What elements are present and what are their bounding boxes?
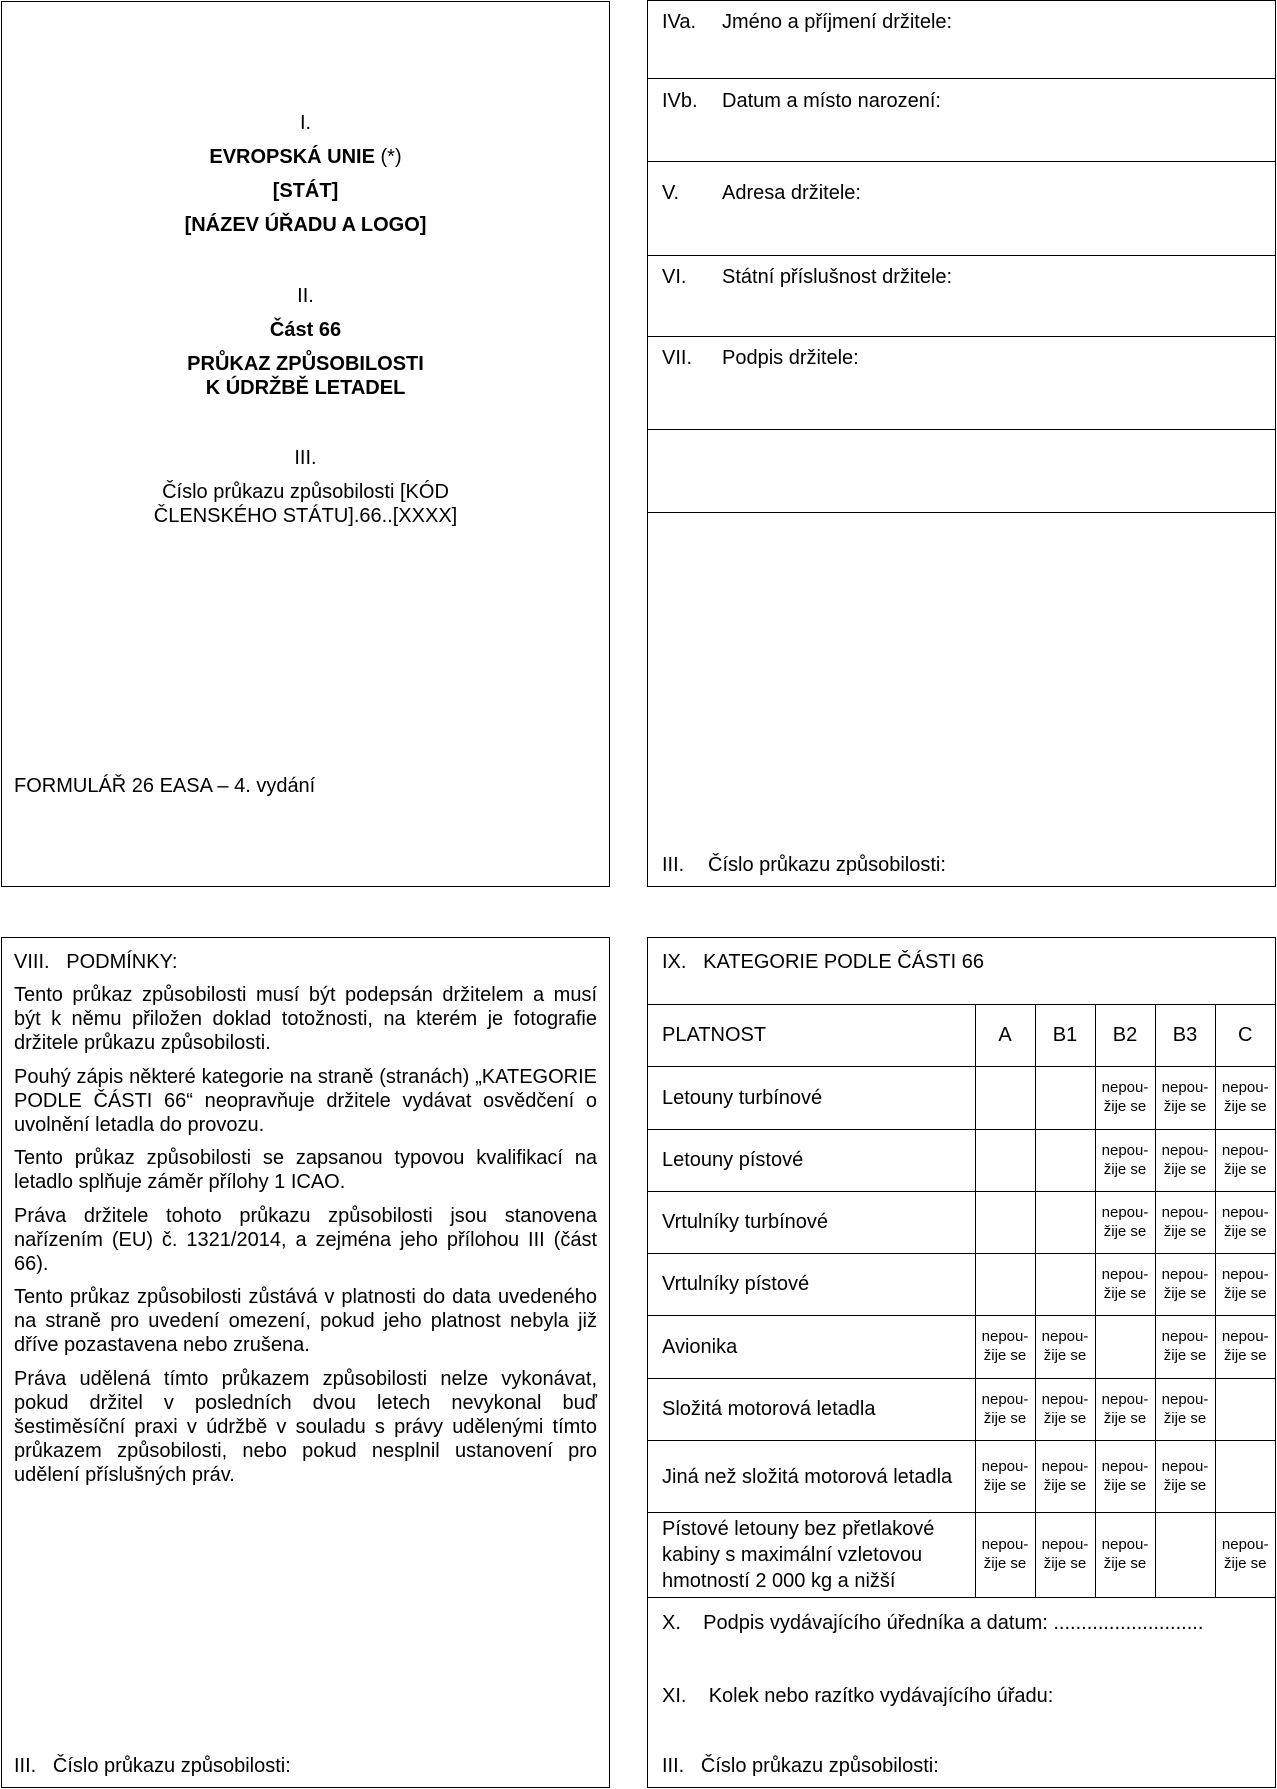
not-applicable-cell (975, 1316, 1035, 1379)
empty-category-cell (975, 1254, 1035, 1316)
field-label: Číslo průkazu způsobilosti: (700, 1755, 939, 1777)
not-applicable-cell (975, 1379, 1035, 1441)
not-applicable-cell (1155, 1130, 1215, 1192)
not-applicable-text: žije se (1103, 1476, 1147, 1494)
not-applicable-text: žije se (983, 1347, 1027, 1364)
not-applicable-text: žije se (1103, 1222, 1147, 1240)
section-8-number: VIII. (14, 951, 50, 973)
not-applicable-text: žije se (1103, 1409, 1147, 1427)
not-applicable-cell (1095, 1254, 1155, 1316)
divider (648, 78, 1275, 79)
empty-category-cell (975, 1192, 1035, 1254)
licence-title-line2: K ÚDRŽBĚ LETADEL (205, 377, 406, 399)
condition-paragraph: Tento průkaz způsobilosti se zapsanou typovou kvalifikací na letadlo splňuje záměr přílohy 1 ICAO. (14, 1147, 597, 1194)
not-applicable-cell (1035, 1316, 1095, 1379)
conditions-heading (14, 950, 177, 975)
aircraft-type-label: Vrtulníky turbínové (648, 1192, 975, 1254)
condition-paragraph: Práva udělená tímto průkazem způsobilosti nelze vykonávat, pokud držitel v posledních dvou letech nevykonal buď šestiměsíční praxi v údržbě v souladu s právy udělenými tímto průkazem způsobilosti, nebo pokud nesplnil ustanovení pro udělení příslušných práv. (14, 1367, 597, 1487)
not-applicable-text: žije se (1103, 1098, 1147, 1115)
empty-category-cell (1035, 1254, 1095, 1316)
not-applicable-text: nepou- (981, 1457, 1029, 1475)
empty-category-cell (1215, 1441, 1275, 1513)
field-number: III. (14, 1755, 37, 1777)
not-applicable-cell (975, 1513, 1035, 1598)
aircraft-type-label: Letouny turbínové (648, 1067, 975, 1130)
field-number: IVb. (662, 90, 698, 112)
holder-details-panel (647, 0, 1276, 887)
front-cover-panel (1, 1, 610, 887)
field-number: VI. (662, 266, 687, 288)
categories-title: KATEGORIE PODLE ČÁSTI 66 (703, 951, 984, 973)
not-applicable-text: žije se (1043, 1476, 1087, 1494)
categories-panel (647, 937, 1276, 1788)
not-applicable-text: nepou- (1101, 1457, 1149, 1475)
not-applicable-text: žije se (1043, 1347, 1087, 1364)
not-applicable-cell (1035, 1513, 1095, 1598)
state-placeholder: [STÁT] (272, 180, 339, 202)
aircraft-type-label: Pístové letouny bez přetlakové kabiny s maximální vzletovou hmotností 2 000 kg a nižší (648, 1513, 975, 1598)
category-header: B2 (1095, 1005, 1155, 1067)
not-applicable-cell (1155, 1316, 1215, 1379)
not-applicable-cell (1215, 1254, 1275, 1316)
issuer-signature-label: Podpis vydávajícího úředníka a datum: (703, 1612, 1048, 1634)
part-label: Část 66 (269, 319, 342, 341)
not-applicable-cell (1095, 1379, 1155, 1441)
condition-paragraph: Pouhý zápis některé kategorie na straně (stranách) „KATEGORIE PODLE ČÁSTI 66“ neopravňuje držitele vydávat osvědčení o uvolnění letadla do provozu. (14, 1065, 597, 1136)
not-applicable-cell (1155, 1067, 1215, 1130)
condition-paragraph: Práva držitele tohoto průkazu způsobilosti jsou stanovena nařízením (EU) č. 1321/2014, a zejména jeho přílohou III (část 66). (14, 1204, 597, 1275)
not-applicable-text: nepou- (1221, 1141, 1269, 1159)
not-applicable-text: nepou- (1041, 1457, 1089, 1475)
not-applicable-text: žije se (983, 1409, 1027, 1427)
categories-heading (662, 950, 984, 975)
not-applicable-text: nepou- (1221, 1328, 1269, 1346)
not-applicable-cell (1155, 1254, 1215, 1316)
table-header-row (648, 1005, 1275, 1067)
table-row (648, 1067, 1275, 1130)
not-applicable-text: žije se (983, 1476, 1027, 1494)
issuer-stamp-label: Kolek nebo razítko vydávajícího úřadu: (708, 1685, 1054, 1707)
field-label: Číslo průkazu způsobilosti: (708, 854, 946, 876)
aircraft-type-label: Avionika (648, 1316, 975, 1379)
not-applicable-text: nepou- (1161, 1328, 1209, 1346)
not-applicable-cell (1155, 1441, 1215, 1513)
not-applicable-text: žije se (1223, 1098, 1267, 1115)
not-applicable-text: žije se (1103, 1160, 1147, 1178)
issuer-stamp-line (662, 1684, 1053, 1709)
not-applicable-text: žije se (1163, 1222, 1207, 1240)
authority-placeholder: [NÁZEV ÚŘADU A LOGO] (184, 214, 427, 236)
not-applicable-cell (1095, 1067, 1155, 1130)
not-applicable-text: žije se (1163, 1098, 1207, 1115)
not-applicable-text: žije se (1223, 1284, 1267, 1302)
not-applicable-text: nepou- (1041, 1328, 1089, 1346)
not-applicable-text: žije se (1223, 1160, 1267, 1178)
field-number: V. (662, 182, 680, 204)
not-applicable-cell (1155, 1192, 1215, 1254)
not-applicable-text: nepou- (1221, 1203, 1269, 1221)
not-applicable-cell (1155, 1379, 1215, 1441)
table-row (648, 1316, 1275, 1379)
not-applicable-cell (1095, 1441, 1155, 1513)
not-applicable-text: nepou- (1101, 1536, 1149, 1554)
signature-dots: ........................... (1053, 1612, 1204, 1634)
aircraft-type-label: Složitá motorová letadla (648, 1379, 975, 1441)
not-applicable-text: nepou- (1101, 1141, 1149, 1159)
empty-category-cell (1215, 1379, 1275, 1441)
empty-category-cell (1035, 1192, 1095, 1254)
section-3-number: III. (294, 447, 317, 469)
section-2-number: II. (297, 285, 314, 307)
not-applicable-text: nepou- (1221, 1265, 1269, 1283)
section-9-number: IX. (662, 951, 687, 973)
empty-category-cell (1155, 1513, 1215, 1598)
categories-table (648, 1004, 1275, 1598)
not-applicable-cell (1215, 1316, 1275, 1379)
aircraft-type-label: Vrtulníky pístové (648, 1254, 975, 1316)
not-applicable-cell (975, 1441, 1035, 1513)
not-applicable-text: nepou- (1161, 1457, 1209, 1475)
table-row (648, 1130, 1275, 1192)
not-applicable-cell (1215, 1192, 1275, 1254)
not-applicable-text: nepou- (1101, 1265, 1149, 1283)
eu-heading (2, 145, 609, 170)
eu-footnote-mark: (*) (374, 146, 402, 168)
conditions-text (14, 983, 597, 1497)
not-applicable-cell (1215, 1130, 1275, 1192)
not-applicable-text: žije se (1163, 1347, 1207, 1364)
field-label: Podpis držitele: (722, 347, 859, 369)
table-row (648, 1254, 1275, 1316)
conditions-panel (1, 937, 610, 1788)
not-applicable-text: nepou- (981, 1536, 1029, 1554)
aircraft-type-label: Jiná než složitá motorová letadla (648, 1441, 975, 1513)
aircraft-type-label: Letouny pístové (648, 1130, 975, 1192)
eu-label: EVROPSKÁ UNIE (209, 146, 375, 168)
section-11-number: XI. (662, 1685, 687, 1707)
licence-number-line1: Číslo průkazu způsobilosti [KÓD (162, 481, 449, 503)
table-bottom-border (648, 1598, 1275, 1599)
not-applicable-text: nepou- (981, 1390, 1029, 1408)
table-bottom-edge (648, 1598, 1275, 1599)
not-applicable-text: nepou- (1101, 1079, 1149, 1097)
category-header: A (975, 1005, 1035, 1067)
footer-licence-number (662, 1754, 939, 1779)
divider (648, 161, 1275, 162)
category-header: B1 (1035, 1005, 1095, 1067)
not-applicable-text: žije se (1163, 1409, 1207, 1427)
not-applicable-cell (1035, 1441, 1095, 1513)
not-applicable-text: nepou- (1161, 1203, 1209, 1221)
not-applicable-text: nepou- (1041, 1390, 1089, 1408)
empty-category-cell (975, 1130, 1035, 1192)
divider (648, 336, 1275, 337)
validity-header: PLATNOST (648, 1005, 975, 1067)
not-applicable-text: žije se (1163, 1160, 1207, 1178)
not-applicable-text: žije se (1163, 1284, 1207, 1302)
not-applicable-cell (1215, 1513, 1275, 1598)
table-row (648, 1379, 1275, 1441)
category-header: B3 (1155, 1005, 1215, 1067)
divider (648, 429, 1275, 430)
not-applicable-text: žije se (1223, 1555, 1267, 1572)
field-label: Datum a místo narození: (722, 90, 941, 112)
form-reference: FORMULÁŘ 26 EASA – 4. vydání (14, 775, 316, 797)
not-applicable-text: žije se (1103, 1555, 1147, 1572)
field-label: Jméno a příjmení držitele: (722, 11, 953, 33)
not-applicable-text: nepou- (1161, 1141, 1209, 1159)
conditions-title: PODMÍNKY: (66, 951, 178, 973)
empty-category-cell (1035, 1130, 1095, 1192)
field-label: Číslo průkazu způsobilosti: (52, 1755, 291, 1777)
not-applicable-cell (1095, 1130, 1155, 1192)
not-applicable-text: nepou- (1161, 1265, 1209, 1283)
not-applicable-cell (1095, 1513, 1155, 1598)
empty-category-cell (1095, 1316, 1155, 1379)
not-applicable-text: nepou- (1161, 1390, 1209, 1408)
not-applicable-text: nepou- (1101, 1390, 1149, 1408)
condition-paragraph: Tento průkaz způsobilosti zůstává v platnosti do data uvedeného na straně pro uvedení omezení, pokud jeho platnost nebyla již dříve pozastavena nebo zrušena. (14, 1286, 597, 1357)
empty-category-cell (1035, 1067, 1095, 1130)
divider (648, 512, 1275, 513)
section-1-number: I. (299, 112, 312, 134)
not-applicable-text: žije se (1103, 1284, 1147, 1302)
category-header: C (1215, 1005, 1275, 1067)
field-label: Státní příslušnost držitele: (722, 266, 953, 288)
field-number: III. (662, 1755, 685, 1777)
not-applicable-text: nepou- (1041, 1536, 1089, 1554)
field-number: VII. (662, 347, 693, 369)
footer-licence-number (14, 1754, 291, 1779)
not-applicable-cell (1035, 1379, 1095, 1441)
not-applicable-cell (1215, 1067, 1275, 1130)
issuer-signature-line (662, 1611, 1203, 1636)
licence-number-line2: ČLENSKÉHO STÁTU].66..[XXXX] (153, 505, 458, 527)
field-number: IVa. (662, 11, 697, 33)
divider (648, 255, 1275, 256)
table-row (648, 1513, 1275, 1598)
licence-title-line1: PRŮKAZ ZPŮSOBILOSTI (187, 353, 424, 375)
not-applicable-text: nepou- (1101, 1203, 1149, 1221)
not-applicable-text: nepou- (1161, 1079, 1209, 1097)
condition-paragraph: Tento průkaz způsobilosti musí být podepsán držitelem a musí být k němu přiložen doklad totožnosti, na kterém je fotografie držitele průkazu způsobilosti. (14, 984, 597, 1055)
table-row (648, 1192, 1275, 1254)
field-label: Adresa držitele: (722, 182, 861, 204)
empty-category-cell (975, 1067, 1035, 1130)
field-number: III. (662, 854, 685, 876)
not-applicable-text: nepou- (1221, 1079, 1269, 1097)
not-applicable-text: žije se (1163, 1476, 1207, 1494)
not-applicable-text: žije se (1043, 1409, 1087, 1427)
not-applicable-text: žije se (1223, 1347, 1267, 1364)
not-applicable-text: žije se (1043, 1555, 1087, 1572)
table-row (648, 1441, 1275, 1513)
not-applicable-text: nepou- (1221, 1536, 1269, 1554)
not-applicable-text: nepou- (981, 1328, 1029, 1346)
section-10-number: X. (662, 1612, 681, 1634)
not-applicable-text: žije se (983, 1555, 1027, 1572)
not-applicable-text: žije se (1223, 1222, 1267, 1240)
not-applicable-cell (1095, 1192, 1155, 1254)
